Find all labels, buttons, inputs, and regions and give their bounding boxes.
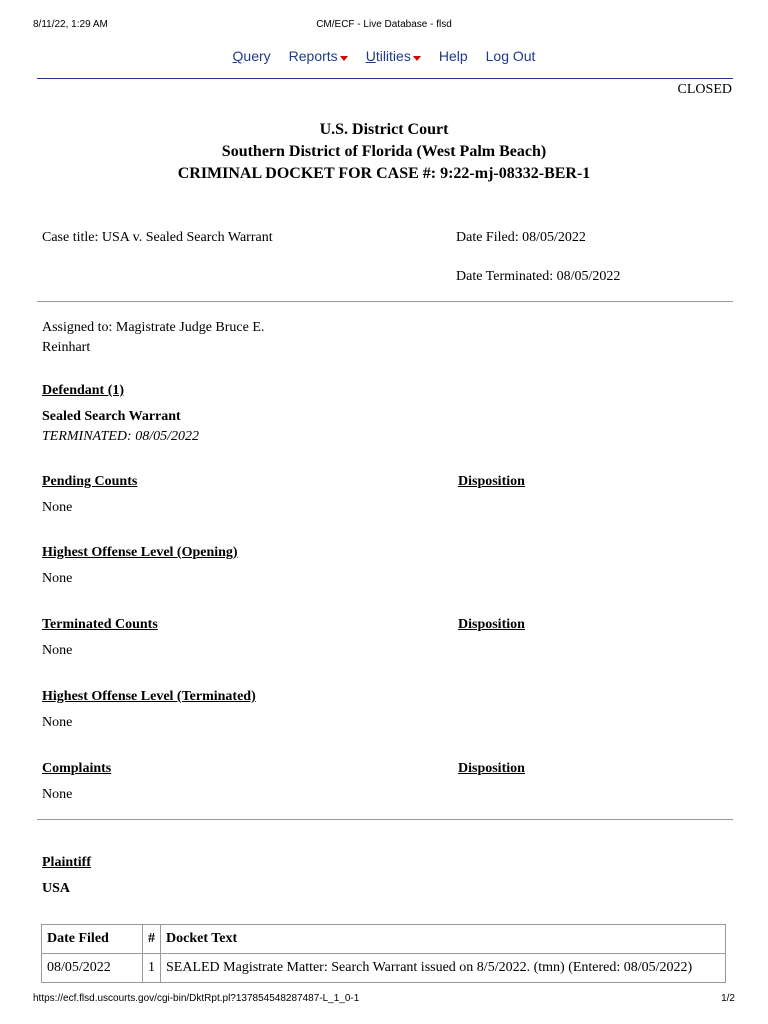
print-footer-url: https://ecf.flsd.uscourts.gov/cgi-bin/DktRpt.pl?137854548287487-L_1_0-1 xyxy=(33,993,363,1004)
chevron-down-icon xyxy=(413,56,421,61)
print-datetime: 8/11/22, 1:29 AM xyxy=(33,19,108,30)
section-divider xyxy=(37,301,733,302)
court-title xyxy=(0,119,768,185)
pending-counts-heading: Pending Counts xyxy=(42,474,138,489)
docket-case-number: CRIMINAL DOCKET FOR CASE #: 9:22-mj-08332-BER-1 xyxy=(177,165,591,182)
nav-query[interactable]: Query xyxy=(232,48,271,64)
assigned-judge xyxy=(42,318,264,358)
highest-offense-terminated-heading: Highest Offense Level (Terminated) xyxy=(42,689,256,704)
col-header-docket-text: Docket Text xyxy=(161,925,726,954)
nav-help[interactable]: Help xyxy=(438,48,468,64)
pending-counts-disposition-heading: Disposition xyxy=(458,474,525,489)
defendant-heading: Defendant (1) xyxy=(42,383,125,398)
case-title: Case title: USA v. Sealed Search Warrant xyxy=(42,230,273,245)
defendant-name: Sealed Search Warrant xyxy=(42,409,181,424)
table-row xyxy=(42,954,726,983)
nav-utilities-label: Utilities xyxy=(365,48,411,64)
assigned-judge-line1: Assigned to: Magistrate Judge Bruce E. xyxy=(42,320,265,335)
col-header-date-filed: Date Filed xyxy=(42,925,143,954)
highest-offense-opening-value: None xyxy=(42,571,73,586)
terminated-counts-disposition-heading: Disposition xyxy=(458,617,525,632)
plaintiff-name: USA xyxy=(42,881,71,896)
date-filed: Date Filed: 08/05/2022 xyxy=(456,230,586,245)
section-divider xyxy=(37,819,733,820)
defendant-status: TERMINATED: 08/05/2022 xyxy=(42,429,199,444)
court-name: U.S. District Court xyxy=(319,121,449,138)
chevron-down-icon xyxy=(340,56,348,61)
highest-offense-terminated-value: None xyxy=(42,715,73,730)
nav-reports[interactable] xyxy=(289,48,348,64)
terminated-counts-heading: Terminated Counts xyxy=(42,617,158,632)
case-status-flag: CLOSED xyxy=(677,82,732,97)
nav-utilities[interactable] xyxy=(366,48,421,64)
complaints-value: None xyxy=(42,787,73,802)
complaints-heading: Complaints xyxy=(42,761,112,776)
date-terminated: Date Terminated: 08/05/2022 xyxy=(456,269,621,284)
court-district: Southern District of Florida (West Palm Beach) xyxy=(221,143,547,160)
plaintiff-heading: Plaintiff xyxy=(42,855,91,870)
nav-divider xyxy=(37,78,733,79)
docket-entry-number[interactable]: 1 xyxy=(143,954,161,983)
highest-offense-opening-heading: Highest Offense Level (Opening) xyxy=(42,545,238,560)
nav-reports-label: Reports xyxy=(288,48,338,64)
complaints-disposition-heading: Disposition xyxy=(458,761,525,776)
print-page-title: CM/ECF - Live Database - flsd xyxy=(316,19,452,30)
print-footer-page: 1/2 xyxy=(721,993,735,1004)
docket-entry-text: SEALED Magistrate Matter: Search Warrant issued on 8/5/2022. (tmn) (Entered: 08/05/2022) xyxy=(161,954,726,983)
docket-entry-date: 08/05/2022 xyxy=(42,954,143,983)
pending-counts-value: None xyxy=(42,500,73,515)
docket-table xyxy=(41,924,726,983)
docket-table-header-row xyxy=(42,925,726,954)
top-nav xyxy=(0,48,768,64)
assigned-judge-line2: Reinhart xyxy=(42,340,91,355)
col-header-number: # xyxy=(143,925,161,954)
nav-logout[interactable]: Log Out xyxy=(485,48,536,64)
terminated-counts-value: None xyxy=(42,643,73,658)
